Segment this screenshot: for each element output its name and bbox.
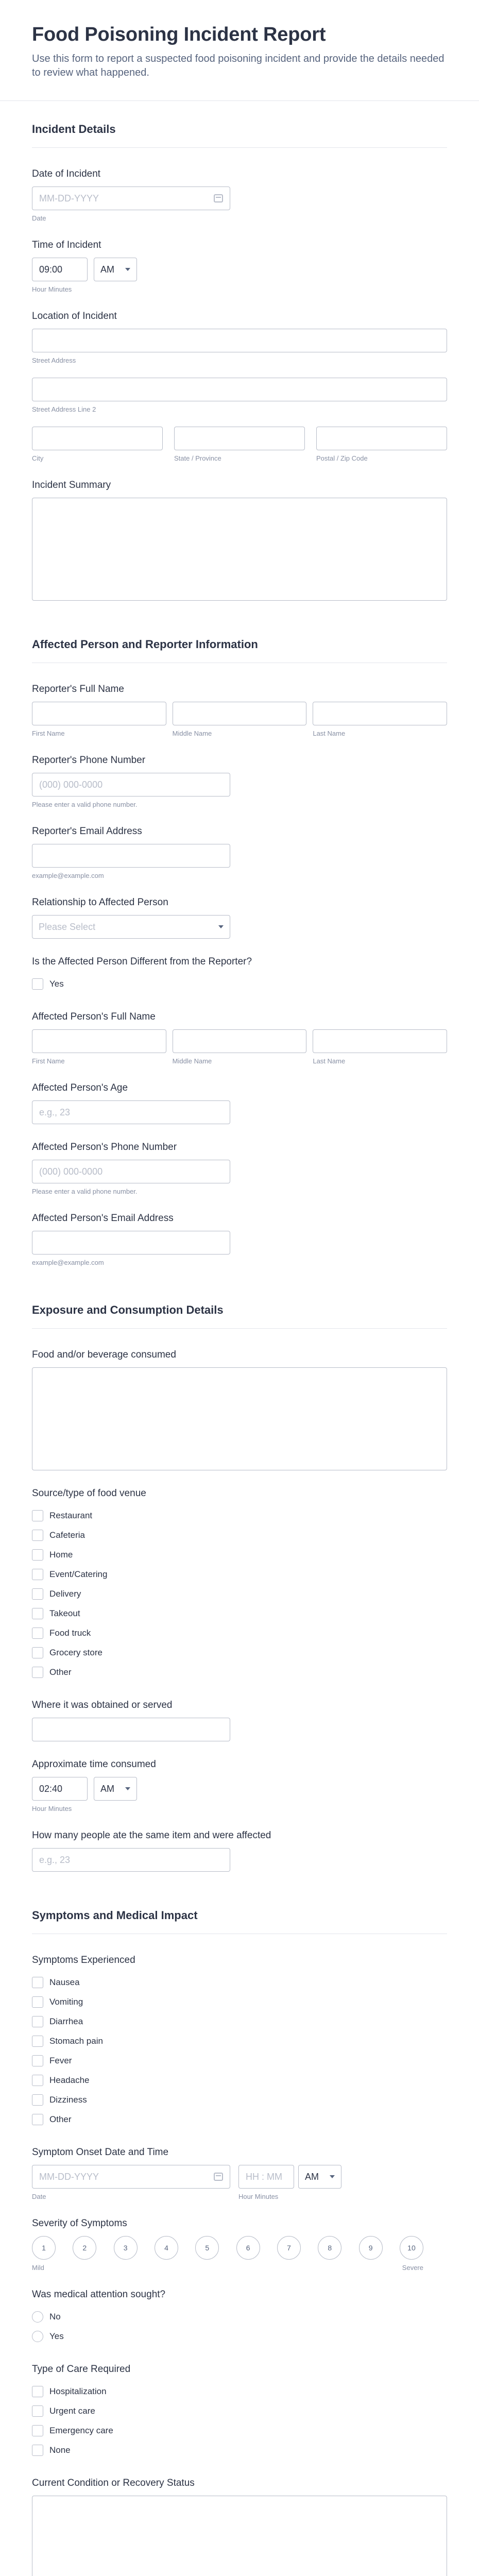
food-consumed-textarea[interactable] bbox=[32, 1367, 447, 1470]
street-address-2-input[interactable] bbox=[32, 378, 447, 401]
relationship-select[interactable] bbox=[32, 915, 230, 939]
section-symptoms bbox=[0, 1887, 479, 2576]
section-title: Exposure and Consumption Details bbox=[32, 1303, 224, 1316]
checkbox[interactable] bbox=[32, 978, 43, 990]
symptom-option[interactable] bbox=[32, 2071, 447, 2090]
checkbox[interactable] bbox=[32, 1977, 43, 1988]
section-title: Affected Person and Reporter Information bbox=[32, 638, 258, 651]
option-label: Yes bbox=[49, 2331, 64, 2341]
checkbox[interactable] bbox=[32, 1569, 43, 1580]
affected-email-input[interactable] bbox=[32, 1231, 230, 1255]
time-sub-label: Hour Minutes bbox=[238, 2193, 279, 2200]
time-consumed-input[interactable]: 02:40 bbox=[32, 1777, 88, 1801]
checkbox[interactable] bbox=[32, 1628, 43, 1639]
ampm-value: AM bbox=[305, 2171, 319, 2182]
street2-sub-label: Street Address Line 2 bbox=[32, 405, 96, 413]
city-sub-label: City bbox=[32, 454, 44, 462]
option-label: Cafeteria bbox=[49, 1530, 85, 1540]
section-person bbox=[0, 616, 479, 1266]
checkbox[interactable] bbox=[32, 1608, 43, 1619]
section-title: Incident Details bbox=[32, 123, 116, 135]
checkbox[interactable] bbox=[32, 1530, 43, 1541]
symptom-option[interactable] bbox=[32, 1973, 447, 1992]
severity-option[interactable]: 5 bbox=[195, 2236, 219, 2260]
incident-time-input[interactable]: 09:00 bbox=[32, 258, 88, 281]
radio[interactable] bbox=[32, 2311, 43, 2323]
checkbox[interactable] bbox=[32, 2055, 43, 2066]
symptoms-label: Symptoms Experienced bbox=[32, 1955, 135, 1965]
venue-label: Source/type of food venue bbox=[32, 1488, 146, 1499]
time-placeholder: HH : MM bbox=[246, 2171, 282, 2182]
state-sub-label: State / Province bbox=[174, 454, 221, 462]
severity-option[interactable]: 7 bbox=[277, 2236, 301, 2260]
severity-scale bbox=[32, 2236, 423, 2260]
chevron-down-icon bbox=[218, 925, 224, 928]
checkbox[interactable] bbox=[32, 1667, 43, 1678]
reporter-email-label: Reporter's Email Address bbox=[32, 826, 142, 837]
care-option[interactable] bbox=[32, 2441, 447, 2460]
affected-last-name-input[interactable] bbox=[313, 1029, 447, 1053]
incident-ampm-select[interactable] bbox=[94, 258, 137, 281]
form-header bbox=[0, 0, 479, 101]
checkbox[interactable] bbox=[32, 1510, 43, 1521]
checkbox[interactable] bbox=[32, 2405, 43, 2417]
time-consumed-label: Approximate time consumed bbox=[32, 1759, 156, 1770]
people-placeholder: e.g., 23 bbox=[39, 1854, 71, 1865]
last-sub-label: Last Name bbox=[313, 730, 346, 737]
last-sub-label: Last Name bbox=[313, 1057, 346, 1065]
reporter-last-name-input[interactable] bbox=[313, 702, 447, 725]
venue-option[interactable] bbox=[32, 1584, 447, 1604]
venue-options bbox=[32, 1506, 447, 1682]
form-description: Use this form to report a suspected food poisoning incident and provide the details needed to review what happened. bbox=[32, 53, 444, 78]
relationship-placeholder: Please Select bbox=[39, 921, 96, 932]
option-label: Takeout bbox=[49, 1608, 80, 1618]
severity-option[interactable]: 4 bbox=[155, 2236, 178, 2260]
where-obtained-input[interactable] bbox=[32, 1718, 230, 1741]
ampm-value: AM bbox=[100, 264, 114, 275]
symptom-option[interactable] bbox=[32, 2090, 447, 2110]
severity-option[interactable]: 8 bbox=[318, 2236, 341, 2260]
option-label: Diarrhea bbox=[49, 2016, 83, 2026]
option-label: Event/Catering bbox=[49, 1569, 108, 1579]
checkbox[interactable] bbox=[32, 1588, 43, 1600]
option-label: Fever bbox=[49, 2056, 72, 2065]
affected-phone-input[interactable] bbox=[32, 1160, 230, 1183]
venue-option[interactable] bbox=[32, 1506, 447, 1526]
symptom-option[interactable] bbox=[32, 2110, 447, 2129]
affected-email-label: Affected Person's Email Address bbox=[32, 1213, 174, 1224]
time-label: Time of Incident bbox=[32, 240, 101, 250]
onset-ampm-select[interactable] bbox=[298, 2165, 341, 2189]
age-placeholder: e.g., 23 bbox=[39, 1107, 71, 1117]
checkbox[interactable] bbox=[32, 2425, 43, 2436]
medical-attention-label: Was medical attention sought? bbox=[32, 2289, 166, 2300]
checkbox[interactable] bbox=[32, 2036, 43, 2047]
option-label: Nausea bbox=[49, 1977, 80, 1987]
onset-time-input[interactable] bbox=[238, 2165, 294, 2189]
venue-option[interactable] bbox=[32, 1663, 447, 1682]
section-exposure bbox=[0, 1282, 479, 1872]
calendar-icon[interactable] bbox=[214, 2173, 223, 2181]
option-label: No bbox=[49, 2312, 61, 2321]
affected-middle-name-input[interactable] bbox=[173, 1029, 307, 1053]
chevron-down-icon bbox=[125, 268, 130, 271]
street-address-input[interactable] bbox=[32, 329, 447, 352]
date-sub-label: Date bbox=[32, 214, 46, 222]
time-consumed-ampm-select[interactable] bbox=[94, 1777, 137, 1801]
email-sub-label: example@example.com bbox=[32, 1259, 104, 1266]
venue-option[interactable] bbox=[32, 1643, 447, 1663]
summary-label: Incident Summary bbox=[32, 480, 111, 490]
zip-sub-label: Postal / Zip Code bbox=[316, 454, 368, 462]
option-label: Urgent care bbox=[49, 2406, 95, 2416]
reporter-phone-input[interactable] bbox=[32, 773, 230, 796]
street-sub-label: Street Address bbox=[32, 357, 76, 364]
checkbox[interactable] bbox=[32, 2114, 43, 2125]
option-label: Dizziness bbox=[49, 2095, 87, 2105]
people-affected-input[interactable] bbox=[32, 1848, 230, 1872]
checkbox[interactable] bbox=[32, 1647, 43, 1658]
severity-option[interactable]: 3 bbox=[114, 2236, 138, 2260]
option-label: Other bbox=[49, 2114, 72, 2124]
care-option[interactable] bbox=[32, 2382, 447, 2401]
calendar-icon[interactable] bbox=[214, 194, 223, 202]
option-label: Restaurant bbox=[49, 1511, 93, 1520]
chevron-down-icon bbox=[330, 2175, 335, 2178]
venue-option[interactable] bbox=[32, 1545, 447, 1565]
relationship-label: Relationship to Affected Person bbox=[32, 897, 168, 908]
option-label: Other bbox=[49, 1667, 72, 1677]
location-label: Location of Incident bbox=[32, 311, 117, 321]
symptom-option[interactable] bbox=[32, 2012, 447, 2031]
option-label: Headache bbox=[49, 2075, 90, 2085]
radio[interactable] bbox=[32, 2331, 43, 2342]
venue-option[interactable] bbox=[32, 1604, 447, 1623]
email-sub-label: example@example.com bbox=[32, 872, 104, 879]
onset-label: Symptom Onset Date and Time bbox=[32, 2147, 169, 2158]
date-placeholder: MM-DD-YYYY bbox=[39, 2171, 99, 2182]
care-type-label: Type of Care Required bbox=[32, 2364, 131, 2375]
venue-option[interactable] bbox=[32, 1623, 447, 1643]
checkbox[interactable] bbox=[32, 1549, 43, 1561]
date-placeholder: MM-DD-YYYY bbox=[39, 193, 99, 204]
phone-placeholder: (000) 000-0000 bbox=[39, 1166, 103, 1177]
middle-sub-label: Middle Name bbox=[172, 730, 212, 737]
severity-option[interactable]: 1 bbox=[32, 2236, 56, 2260]
severity-option[interactable]: 2 bbox=[73, 2236, 96, 2260]
medical-option[interactable] bbox=[32, 2327, 447, 2346]
different-person-yes-checkbox[interactable] bbox=[32, 974, 447, 994]
form-title: Food Poisoning Incident Report bbox=[32, 24, 326, 45]
where-obtained-label: Where it was obtained or served bbox=[32, 1700, 173, 1710]
checkbox[interactable] bbox=[32, 2445, 43, 2456]
symptom-options bbox=[32, 1973, 447, 2129]
checkbox[interactable] bbox=[32, 1996, 43, 2008]
venue-option[interactable] bbox=[32, 1526, 447, 1545]
venue-option[interactable] bbox=[32, 1565, 447, 1584]
incident-date-input[interactable] bbox=[32, 187, 230, 210]
checkbox[interactable] bbox=[32, 2075, 43, 2086]
zip-input[interactable] bbox=[316, 427, 447, 450]
section-title: Symptoms and Medical Impact bbox=[32, 1909, 198, 1922]
time-sub-label: Hour Minutes bbox=[32, 285, 72, 293]
state-input[interactable] bbox=[174, 427, 305, 450]
option-label: None bbox=[49, 2445, 71, 2455]
phone-sub-label: Please enter a valid phone number. bbox=[32, 801, 138, 808]
checkbox[interactable] bbox=[32, 2386, 43, 2397]
checkbox[interactable] bbox=[32, 2016, 43, 2027]
ampm-value: AM bbox=[100, 1783, 114, 1794]
option-label: Yes bbox=[49, 979, 64, 989]
reporter-first-name-input[interactable] bbox=[32, 702, 166, 725]
option-label: Delivery bbox=[49, 1589, 81, 1599]
reporter-email-input[interactable] bbox=[32, 844, 230, 868]
first-sub-label: First Name bbox=[32, 1057, 65, 1065]
affected-name-label: Affected Person's Full Name bbox=[32, 1011, 156, 1022]
city-input[interactable] bbox=[32, 427, 163, 450]
symptom-option[interactable] bbox=[32, 2051, 447, 2071]
option-label: Stomach pain bbox=[49, 2036, 103, 2046]
first-sub-label: First Name bbox=[32, 730, 65, 737]
affected-age-input[interactable] bbox=[32, 1100, 230, 1124]
reporter-middle-name-input[interactable] bbox=[173, 702, 307, 725]
option-label: Home bbox=[49, 1550, 73, 1560]
option-label: Grocery store bbox=[49, 1648, 102, 1657]
condition-textarea[interactable] bbox=[32, 2496, 447, 2576]
severity-label: Severity of Symptoms bbox=[32, 2218, 127, 2229]
condition-label: Current Condition or Recovery Status bbox=[32, 2478, 195, 2488]
different-person-label: Is the Affected Person Different from the Reporter? bbox=[32, 956, 252, 967]
date-label: Date of Incident bbox=[32, 168, 101, 179]
onset-date-input[interactable] bbox=[32, 2165, 230, 2189]
phone-placeholder: (000) 000-0000 bbox=[39, 779, 103, 790]
care-option[interactable] bbox=[32, 2401, 447, 2421]
affected-phone-label: Affected Person's Phone Number bbox=[32, 1142, 177, 1153]
food-consumed-label: Food and/or beverage consumed bbox=[32, 1349, 176, 1360]
severity-option[interactable]: 6 bbox=[236, 2236, 260, 2260]
severity-option[interactable]: 10 bbox=[400, 2236, 423, 2260]
checkbox[interactable] bbox=[32, 2094, 43, 2106]
affected-first-name-input[interactable] bbox=[32, 1029, 166, 1053]
option-label: Food truck bbox=[49, 1628, 91, 1638]
middle-sub-label: Middle Name bbox=[172, 1057, 212, 1065]
symptom-option[interactable] bbox=[32, 1992, 447, 2012]
reporter-name-label: Reporter's Full Name bbox=[32, 684, 124, 694]
time-sub-label: Hour Minutes bbox=[32, 1805, 72, 1812]
phone-sub-label: Please enter a valid phone number. bbox=[32, 1188, 138, 1195]
chevron-down-icon bbox=[125, 1787, 130, 1790]
care-option[interactable] bbox=[32, 2421, 447, 2441]
age-label: Affected Person's Age bbox=[32, 1082, 128, 1093]
severity-option[interactable]: 9 bbox=[359, 2236, 383, 2260]
symptom-option[interactable] bbox=[32, 2031, 447, 2051]
option-label: Emergency care bbox=[49, 2426, 113, 2435]
people-affected-label: How many people ate the same item and were affected bbox=[32, 1830, 271, 1841]
option-label: Vomiting bbox=[49, 1997, 83, 2007]
reporter-phone-label: Reporter's Phone Number bbox=[32, 755, 146, 766]
section-incident bbox=[0, 101, 479, 601]
date-sub-label: Date bbox=[32, 2193, 46, 2200]
option-label: Hospitalization bbox=[49, 2386, 107, 2396]
scale-max-label: Severe bbox=[402, 2264, 423, 2272]
incident-summary-textarea[interactable] bbox=[32, 498, 447, 601]
scale-min-label: Mild bbox=[32, 2264, 44, 2272]
medical-option[interactable] bbox=[32, 2307, 447, 2327]
